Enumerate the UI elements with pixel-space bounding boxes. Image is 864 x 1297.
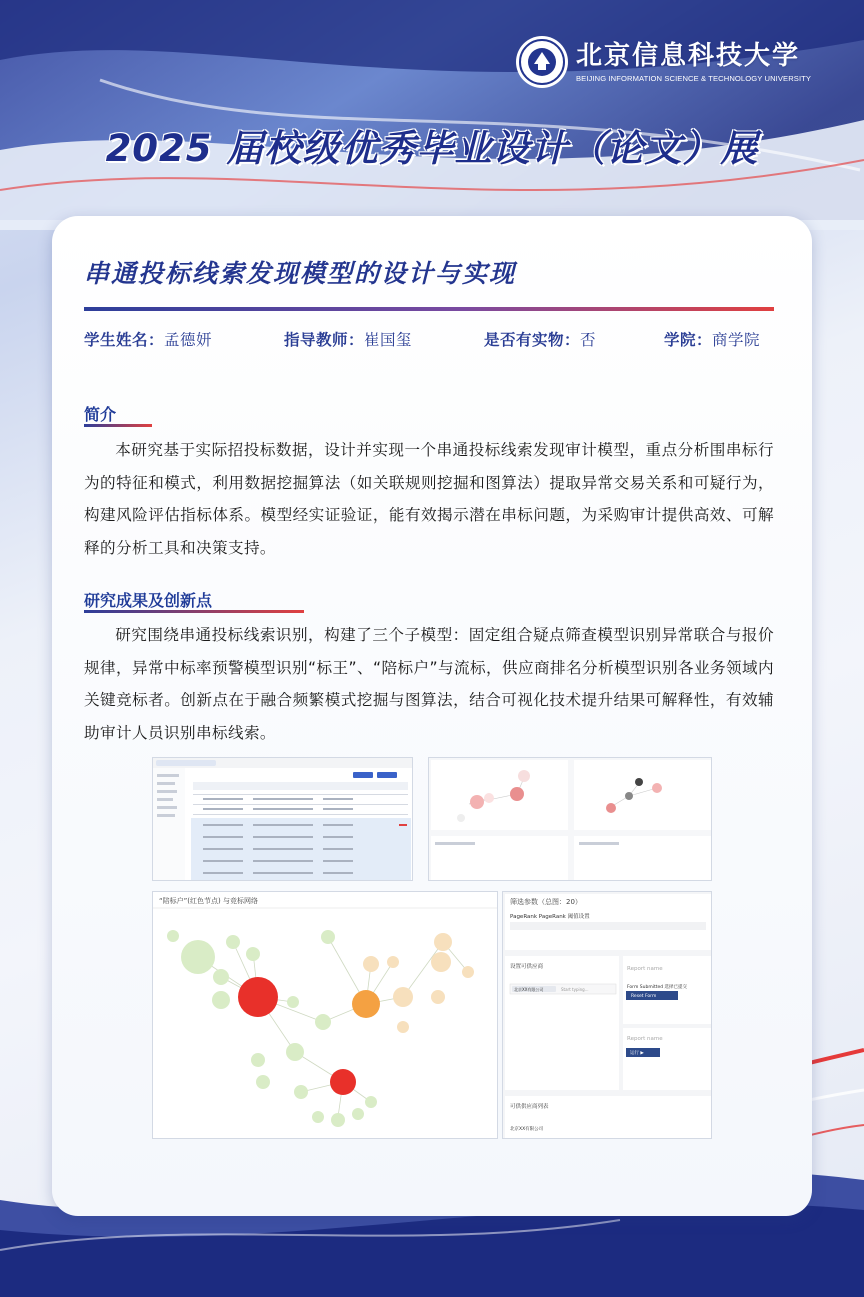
university-name-cn: 北京信息科技大学 [576,41,801,71]
college-info: 学院：商学院 [664,331,761,349]
results-heading: 研究成果及创新点 [84,591,213,610]
university-name-en: BEIJING INFORMATION SCIENCE & TECHNOLOGY UNIVERSITY [576,74,812,83]
intro-heading-underline [84,424,152,427]
run-button: 运行 ▶ [630,1051,644,1056]
list-item: 北京XX有限公司 [510,1127,544,1132]
university-logo [514,34,811,90]
screenshot-graph-pair [428,757,712,881]
graph-panel-title: “陪标户”(红色节点) 与竞标网络 [159,897,258,905]
report-name-field-2: Report name [627,1036,663,1042]
intro-paragraph: 本研究基于实际招投标数据，设计并实现一个串通投标线索发现审计模型，重点分析围串标行为的特征和模式，利用数据挖掘算法（如关联规则挖掘和图算法）提取异常交易关系和可疑行为，构建风险评估指标体系。模型经实证验证，能有效揭示潜在串标问题，为采购审计提供高效、可解释的分析工具和决策支持。 [84,441,774,557]
student-info: 学生姓名：孟德妍 [84,331,213,349]
university-emblem-icon [514,34,570,90]
select-placeholder: Start typing... [561,987,589,992]
thesis-title: 串通投标线索发现模型的设计与实现 [84,259,517,288]
intro-heading: 简介 [84,405,117,424]
advisor-info: 指导教师：崔国玺 [284,331,413,349]
reset-button: Reset Form [631,994,657,999]
report-name-field-1: Report name [627,966,663,972]
list-title: 可供供应商列表 [510,1104,549,1110]
results-heading-underline [84,610,304,613]
title-divider [84,307,774,311]
select-title: 设置可供应商 [510,964,544,970]
screenshot-table-view [152,757,413,881]
physical-info: 是否有实物：否 [484,331,597,349]
filter-title: 筛选参数（总图：20） [510,898,582,906]
results-paragraph: 研究围绕串通投标线索识别，构建了三个子模型：固定组合疑点筛查模型识别异常联合与报价规律，异常中标率预警模型识别“标王”、“陪标户”与流标，供应商排名分析模型识别各业务领域内关键竞标者。创新点在于融合频繁模式挖掘与图算法，结合可视化技术提升结果可解释性，有效辅助审计人员识别串标线索。 [84,626,774,742]
select-tag: 北京XX有限公司 [514,987,544,992]
exhibition-title: 2025 届校级优秀毕业设计（论文）展 [105,127,759,170]
screenshot-control-panels [502,891,712,1139]
filter-field: PageRank PageRank 阈值设置 [510,914,590,920]
screenshot-network-graph [152,891,498,1139]
form-submitted-text: Form Submitted 选择已提交 [627,985,688,990]
